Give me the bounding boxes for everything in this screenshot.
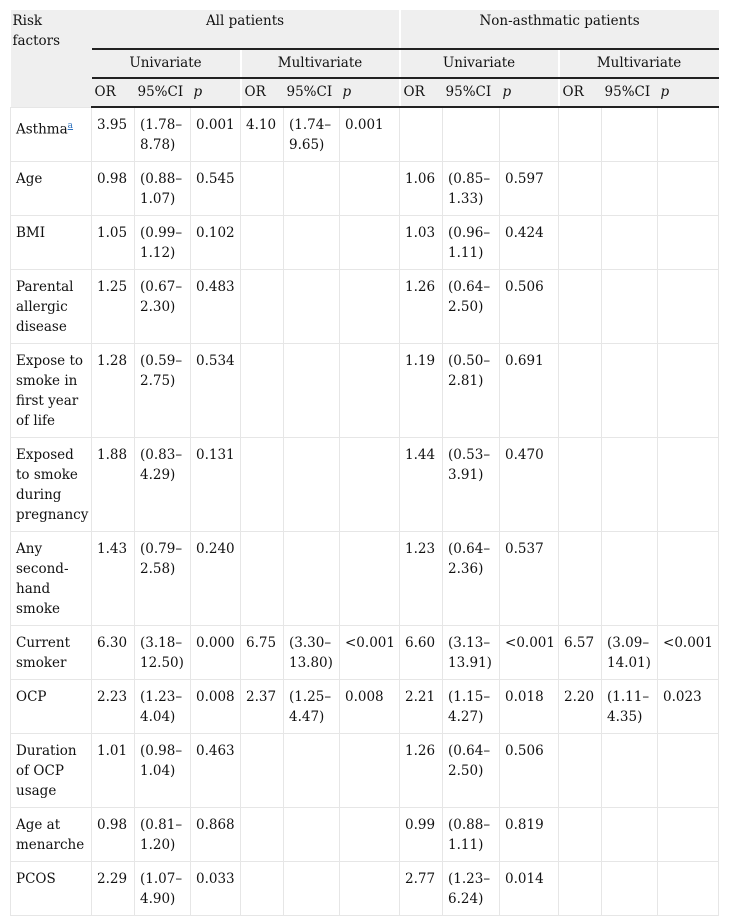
risk-factor-label: Age at menarche (16, 817, 85, 853)
all-multivariate-p-cell (340, 162, 400, 216)
nonasthmatic-multivariate-or-cell (559, 734, 602, 808)
all-univariate-p-cell: 0.033 (191, 862, 241, 916)
nonasthmatic-multivariate-or-cell (559, 808, 602, 862)
all-univariate-p-cell: 0.545 (191, 162, 241, 216)
all-univariate-p-cell: 0.868 (191, 808, 241, 862)
nonasthmatic-multivariate-or-cell (559, 862, 602, 916)
nonasthmatic-univariate-or-cell (400, 107, 443, 162)
all-multivariate-or-cell: 4.10 (241, 107, 284, 162)
all-univariate-or-cell: 2.23 (92, 680, 135, 734)
risk-factor-cell (11, 532, 92, 626)
nonasthmatic-univariate-ci-cell: (0.88–1.11) (443, 808, 500, 862)
risk-factor-label: Age (16, 171, 43, 187)
nonasthmatic-multivariate-p-cell (658, 107, 719, 162)
nonasthmatic-univariate-p-cell: 0.691 (500, 344, 559, 438)
all-univariate-p-cell: 0.102 (191, 216, 241, 270)
risk-factor-label: Duration of OCP usage (16, 743, 77, 799)
all-multivariate-ci-cell (284, 734, 340, 808)
nonasthmatic-multivariate-p-cell (658, 808, 719, 862)
nonasthmatic-multivariate-p-cell: <0.001 (658, 626, 719, 680)
subheader-multivariate: Multivariate (559, 49, 719, 78)
risk-factors-header: Risk factors (11, 10, 92, 107)
nonasthmatic-univariate-ci-cell: (0.64–2.50) (443, 734, 500, 808)
nonasthmatic-multivariate-p-cell (658, 734, 719, 808)
nonasthmatic-univariate-ci-cell: (0.64–2.36) (443, 532, 500, 626)
nonasthmatic-univariate-or-cell: 1.44 (400, 438, 443, 532)
all-multivariate-or-cell: 6.75 (241, 626, 284, 680)
table-row (11, 438, 719, 532)
all-multivariate-p-cell: 0.008 (340, 680, 400, 734)
risk-factor-cell (11, 107, 92, 162)
nonasthmatic-multivariate-or-cell (559, 107, 602, 162)
nonasthmatic-multivariate-ci-cell (602, 532, 658, 626)
all-univariate-ci-cell: (0.98–1.04) (135, 734, 191, 808)
nonasthmatic-univariate-ci-cell: (3.13–13.91) (443, 626, 500, 680)
risk-factor-cell (11, 216, 92, 270)
nonasthmatic-univariate-or-cell: 0.99 (400, 808, 443, 862)
all-multivariate-p-cell (340, 344, 400, 438)
nonasthmatic-univariate-or-cell: 1.06 (400, 162, 443, 216)
nonasthmatic-univariate-p-cell: 0.506 (500, 734, 559, 808)
all-multivariate-ci-cell (284, 438, 340, 532)
nonasthmatic-multivariate-p-cell (658, 532, 719, 626)
nonasthmatic-univariate-ci-cell: (1.15–4.27) (443, 680, 500, 734)
nonasthmatic-univariate-or-cell: 1.26 (400, 270, 443, 344)
all-univariate-or-cell: 2.29 (92, 862, 135, 916)
nonasthmatic-multivariate-p-cell (658, 438, 719, 532)
all-univariate-or-cell: 1.28 (92, 344, 135, 438)
table-row (11, 270, 719, 344)
all-univariate-p-cell: 0.131 (191, 438, 241, 532)
all-multivariate-ci-cell (284, 808, 340, 862)
all-univariate-p-cell: 0.240 (191, 532, 241, 626)
nonasthmatic-multivariate-p-cell (658, 862, 719, 916)
table-row (11, 107, 719, 162)
nonasthmatic-univariate-or-cell: 1.23 (400, 532, 443, 626)
nonasthmatic-multivariate-ci-cell: (3.09–14.01) (602, 626, 658, 680)
all-multivariate-or-cell (241, 532, 284, 626)
all-univariate-ci-cell: (0.83–4.29) (135, 438, 191, 532)
nonasthmatic-multivariate-ci-cell (602, 107, 658, 162)
nonasthmatic-multivariate-ci-cell (602, 808, 658, 862)
nonasthmatic-univariate-p-cell: 0.537 (500, 532, 559, 626)
all-univariate-ci-cell: (1.78–8.78) (135, 107, 191, 162)
col-header-or: OR (559, 78, 602, 107)
all-multivariate-p-cell: <0.001 (340, 626, 400, 680)
nonasthmatic-multivariate-p-cell: 0.023 (658, 680, 719, 734)
table-row (11, 808, 719, 862)
col-header-95ci: 95%CI (135, 78, 191, 107)
all-multivariate-or-cell (241, 216, 284, 270)
nonasthmatic-multivariate-ci-cell (602, 270, 658, 344)
risk-factor-cell (11, 680, 92, 734)
risk-factor-cell (11, 808, 92, 862)
nonasthmatic-multivariate-or-cell (559, 532, 602, 626)
all-multivariate-or-cell (241, 862, 284, 916)
nonasthmatic-univariate-p-cell: 0.470 (500, 438, 559, 532)
table-row (11, 626, 719, 680)
all-univariate-or-cell: 0.98 (92, 162, 135, 216)
table-row (11, 862, 719, 916)
all-multivariate-ci-cell: (1.74–9.65) (284, 107, 340, 162)
risk-factor-cell (11, 162, 92, 216)
all-univariate-ci-cell: (0.99–1.12) (135, 216, 191, 270)
nonasthmatic-multivariate-or-cell (559, 270, 602, 344)
risk-factor-label: Exposed to smoke during pregnancy (16, 447, 89, 523)
all-univariate-p-cell: 0.483 (191, 270, 241, 344)
risk-factor-cell (11, 734, 92, 808)
col-header-or: OR (92, 78, 135, 107)
nonasthmatic-multivariate-ci-cell: (1.11–4.35) (602, 680, 658, 734)
col-header-p: p (658, 78, 719, 107)
risk-factor-cell (11, 862, 92, 916)
nonasthmatic-multivariate-p-cell (658, 216, 719, 270)
col-header-p: p (500, 78, 559, 107)
all-multivariate-or-cell (241, 162, 284, 216)
all-multivariate-ci-cell (284, 162, 340, 216)
nonasthmatic-univariate-ci-cell: (1.23–6.24) (443, 862, 500, 916)
all-multivariate-ci-cell (284, 216, 340, 270)
nonasthmatic-univariate-p-cell: 0.014 (500, 862, 559, 916)
nonasthmatic-univariate-or-cell: 1.03 (400, 216, 443, 270)
all-univariate-p-cell: 0.001 (191, 107, 241, 162)
nonasthmatic-univariate-ci-cell: (0.64–2.50) (443, 270, 500, 344)
nonasthmatic-univariate-or-cell: 6.60 (400, 626, 443, 680)
col-header-95ci: 95%CI (284, 78, 340, 107)
risk-factor-label: Current smoker (16, 635, 71, 671)
all-multivariate-p-cell (340, 216, 400, 270)
col-header-95ci: 95%CI (602, 78, 658, 107)
subheader-univariate: Univariate (400, 49, 559, 78)
nonasthmatic-multivariate-ci-cell (602, 344, 658, 438)
all-multivariate-ci-cell (284, 270, 340, 344)
all-univariate-ci-cell: (0.88–1.07) (135, 162, 191, 216)
nonasthmatic-univariate-or-cell: 2.21 (400, 680, 443, 734)
all-multivariate-or-cell (241, 344, 284, 438)
nonasthmatic-multivariate-or-cell (559, 216, 602, 270)
all-multivariate-p-cell (340, 532, 400, 626)
all-univariate-or-cell: 1.25 (92, 270, 135, 344)
nonasthmatic-multivariate-ci-cell (602, 734, 658, 808)
all-multivariate-or-cell (241, 270, 284, 344)
risk-factor-label: PCOS (16, 871, 56, 887)
all-univariate-ci-cell: (0.81–1.20) (135, 808, 191, 862)
table-row (11, 532, 719, 626)
risk-factor-label: Any second-hand smoke (16, 541, 69, 617)
col-header-95ci: 95%CI (443, 78, 500, 107)
risk-factor-table (10, 10, 719, 916)
risk-factor-label: Expose to smoke in first year of life (16, 353, 83, 429)
risk-factor-label: Asthma (16, 121, 68, 137)
all-univariate-p-cell: 0.534 (191, 344, 241, 438)
all-multivariate-or-cell (241, 808, 284, 862)
col-header-or: OR (241, 78, 284, 107)
nonasthmatic-multivariate-or-cell: 2.20 (559, 680, 602, 734)
nonasthmatic-multivariate-or-cell (559, 438, 602, 532)
all-univariate-ci-cell: (0.67–2.30) (135, 270, 191, 344)
table-row (11, 162, 719, 216)
table-row (11, 734, 719, 808)
nonasthmatic-univariate-or-cell: 1.26 (400, 734, 443, 808)
all-multivariate-p-cell (340, 270, 400, 344)
all-univariate-ci-cell: (0.79–2.58) (135, 532, 191, 626)
nonasthmatic-multivariate-p-cell (658, 270, 719, 344)
all-univariate-ci-cell: (0.59–2.75) (135, 344, 191, 438)
all-multivariate-or-cell (241, 734, 284, 808)
all-univariate-or-cell: 6.30 (92, 626, 135, 680)
nonasthmatic-multivariate-p-cell (658, 162, 719, 216)
nonasthmatic-multivariate-ci-cell (602, 438, 658, 532)
all-univariate-ci-cell: (1.07–4.90) (135, 862, 191, 916)
nonasthmatic-univariate-ci-cell: (0.50–2.81) (443, 344, 500, 438)
all-multivariate-ci-cell: (1.25–4.47) (284, 680, 340, 734)
all-univariate-p-cell: 0.000 (191, 626, 241, 680)
all-multivariate-ci-cell (284, 344, 340, 438)
col-header-p: p (340, 78, 400, 107)
nonasthmatic-univariate-p-cell: 0.597 (500, 162, 559, 216)
all-univariate-or-cell: 1.05 (92, 216, 135, 270)
all-multivariate-or-cell: 2.37 (241, 680, 284, 734)
risk-factor-table-container (10, 10, 718, 916)
all-multivariate-ci-cell: (3.30–13.80) (284, 626, 340, 680)
nonasthmatic-univariate-p-cell (500, 107, 559, 162)
all-multivariate-p-cell (340, 438, 400, 532)
nonasthmatic-multivariate-ci-cell (602, 216, 658, 270)
all-multivariate-p-cell (340, 862, 400, 916)
group-header-all-patients: All patients (92, 10, 400, 49)
nonasthmatic-univariate-p-cell: 0.819 (500, 808, 559, 862)
table-row (11, 216, 719, 270)
all-multivariate-p-cell (340, 734, 400, 808)
nonasthmatic-univariate-or-cell: 2.77 (400, 862, 443, 916)
all-univariate-or-cell: 1.01 (92, 734, 135, 808)
risk-factor-cell (11, 270, 92, 344)
all-univariate-ci-cell: (1.23–4.04) (135, 680, 191, 734)
nonasthmatic-univariate-ci-cell: (0.53–3.91) (443, 438, 500, 532)
risk-factor-label: OCP (16, 689, 47, 705)
risk-factor-label: BMI (16, 225, 46, 241)
nonasthmatic-univariate-ci-cell: (0.96–1.11) (443, 216, 500, 270)
col-header-or: OR (400, 78, 443, 107)
all-univariate-or-cell: 1.88 (92, 438, 135, 532)
risk-factor-cell (11, 344, 92, 438)
footnote-link[interactable]: a (67, 120, 74, 131)
nonasthmatic-univariate-p-cell: <0.001 (500, 626, 559, 680)
nonasthmatic-multivariate-or-cell (559, 344, 602, 438)
table-body (11, 107, 719, 916)
table-row (11, 344, 719, 438)
risk-factor-cell (11, 626, 92, 680)
all-univariate-p-cell: 0.463 (191, 734, 241, 808)
nonasthmatic-multivariate-p-cell (658, 344, 719, 438)
nonasthmatic-multivariate-ci-cell (602, 162, 658, 216)
all-univariate-p-cell: 0.008 (191, 680, 241, 734)
nonasthmatic-univariate-or-cell: 1.19 (400, 344, 443, 438)
all-univariate-or-cell: 3.95 (92, 107, 135, 162)
nonasthmatic-multivariate-or-cell: 6.57 (559, 626, 602, 680)
nonasthmatic-univariate-p-cell: 0.506 (500, 270, 559, 344)
all-multivariate-ci-cell (284, 862, 340, 916)
nonasthmatic-univariate-ci-cell (443, 107, 500, 162)
risk-factor-label: Parental allergic disease (16, 279, 74, 335)
subheader-univariate: Univariate (92, 49, 241, 78)
subheader-multivariate: Multivariate (241, 49, 400, 78)
all-univariate-or-cell: 1.43 (92, 532, 135, 626)
risk-factor-cell (11, 438, 92, 532)
table-row (11, 680, 719, 734)
table-header (11, 10, 719, 107)
all-multivariate-p-cell: 0.001 (340, 107, 400, 162)
col-header-p: p (191, 78, 241, 107)
nonasthmatic-univariate-p-cell: 0.018 (500, 680, 559, 734)
all-multivariate-p-cell (340, 808, 400, 862)
nonasthmatic-univariate-ci-cell: (0.85–1.33) (443, 162, 500, 216)
nonasthmatic-multivariate-ci-cell (602, 862, 658, 916)
all-univariate-ci-cell: (3.18–12.50) (135, 626, 191, 680)
all-univariate-or-cell: 0.98 (92, 808, 135, 862)
nonasthmatic-univariate-p-cell: 0.424 (500, 216, 559, 270)
all-multivariate-ci-cell (284, 532, 340, 626)
nonasthmatic-multivariate-or-cell (559, 162, 602, 216)
all-multivariate-or-cell (241, 438, 284, 532)
group-header-non-asthmatic: Non-asthmatic patients (400, 10, 719, 49)
